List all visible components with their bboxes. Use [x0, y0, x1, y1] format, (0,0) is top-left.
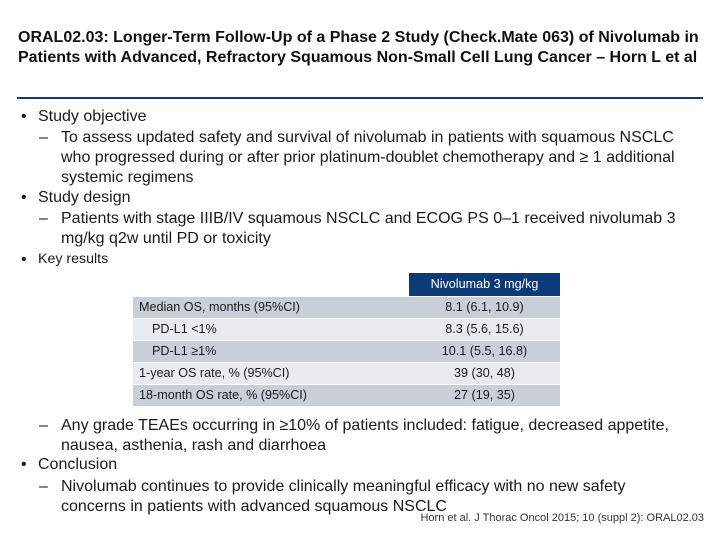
bullet-dot: • [21, 251, 27, 268]
conclusion-text: Nivolumab continues to provide clinically meaningful efficacy with no new safety concerns in patients with advanced squamous NSCLC [61, 478, 626, 515]
row-label: Median OS, months (95%CI) [139, 300, 300, 314]
row-label: 1-year OS rate, % (95%CI) [139, 366, 290, 380]
slide-title: ORAL02.03: Longer-Term Follow-Up of a Phase 2 Study (Check.Mate 063) of Nivolumab in Patients with Advanced, Refractory Squamous Non-Small Cell Lung Cancer – Horn L et al [18, 29, 699, 66]
row-value: 8.1 (6.1, 10.9) [445, 300, 524, 314]
row-label: PD-L1 <1% [152, 322, 217, 336]
results-heading: Key results [38, 251, 109, 267]
table-row [133, 341, 560, 363]
objective-text: To assess updated safety and survival of nivolumab in patients with squamous NSCLC who progressed during or after prior platinum-doublet chemotherapy and ≥ 1 additional systemic regimens [61, 129, 675, 186]
sub-bullet-design [39, 209, 699, 249]
sub-bullet-objective [39, 128, 699, 188]
row-label: 18-month OS rate, % (95%CI) [139, 388, 307, 402]
dash-glyph: – [39, 210, 48, 227]
conclusion-heading: Conclusion [38, 456, 118, 473]
row-value: 10.1 (5.5, 16.8) [441, 344, 528, 358]
sub-bullet-conclusion [39, 477, 703, 517]
table-row [133, 363, 560, 385]
dash-glyph: – [39, 417, 48, 434]
row-label: PD-L1 ≥1% [152, 344, 217, 358]
row-value: 8.3 (5.6, 15.6) [445, 322, 524, 336]
bullet-dot: • [21, 456, 27, 473]
table-row [133, 319, 560, 341]
row-value: 39 (30, 48) [454, 366, 515, 380]
table-header: Nivolumab 3 mg/kg [409, 273, 560, 296]
row-value: 27 (19, 35) [454, 388, 515, 402]
dash-glyph: – [39, 129, 48, 146]
design-heading: Study design [38, 189, 131, 206]
sub-bullet-teae [39, 416, 699, 456]
table-row [133, 385, 560, 407]
reference-citation: Horn et al. J Thorac Oncol 2015; 10 (suppl 2): ORAL02.03 [420, 512, 704, 524]
dash-glyph: – [39, 478, 48, 495]
bullet-dot: • [21, 108, 27, 125]
title-divider [17, 97, 703, 99]
teae-text: Any grade TEAEs occurring in ≥10% of patients included: fatigue, decreased appetite, nausea, asthenia, rash and diarrhoea [61, 417, 669, 454]
objective-heading: Study objective [38, 108, 147, 125]
design-text: Patients with stage IIIB/IV squamous NSCLC and ECOG PS 0–1 received nivolumab 3 mg/kg q2w until PD or toxicity [61, 210, 676, 247]
bullet-dot: • [21, 189, 27, 206]
table-row [133, 297, 560, 319]
